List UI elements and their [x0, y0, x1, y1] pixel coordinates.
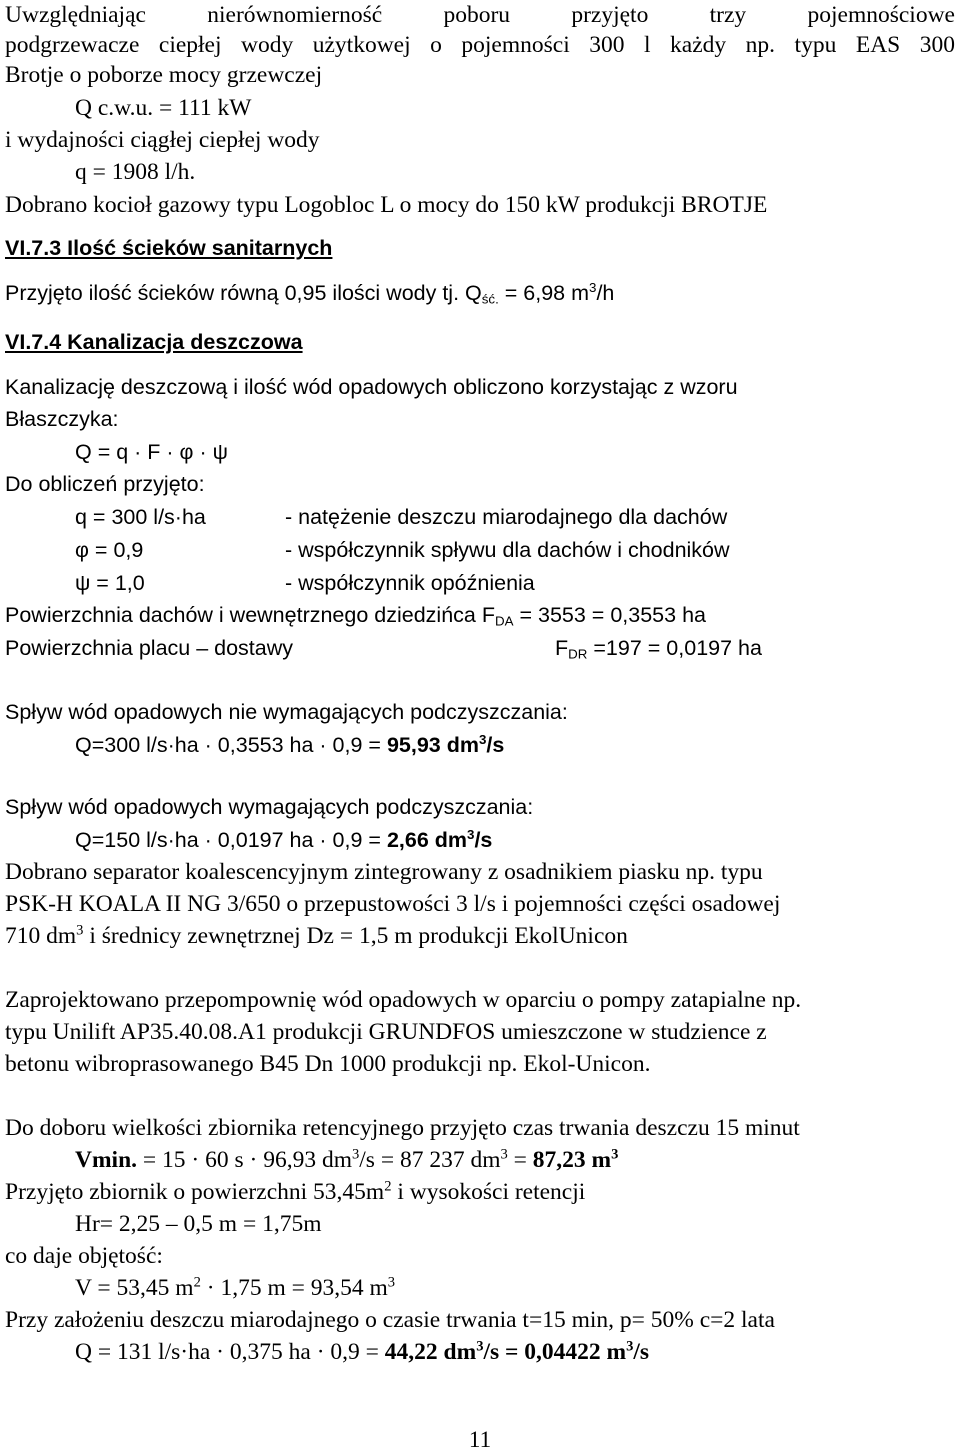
volume-label: co daje objętość: [5, 1243, 163, 1269]
page-number: 11 [468, 1427, 492, 1452]
yard-area-label: Powierzchnia placu – dostawy [5, 636, 294, 660]
volume-equation: V = 53,45 $m^2 \cdot 1,75$ m = 93,54 $m^3$ [75, 1274, 396, 1301]
separator-line-3: 710 $dm^3$ i średnicy zewnętrznej Dz = 1,5 m produkcji EkolUnicon [5, 922, 628, 949]
retention-line: Do doboru wielkości zbiornika retencyjnego przyjęto czas trwania deszczu 15 minut [5, 1115, 800, 1141]
design-rain-line: Przy założeniu deszczu miarodajnego o czasie trwania t=15 min, p= 50% c=2 lata [5, 1307, 775, 1333]
rain-intro-line-2: Błaszczyka: [5, 407, 119, 431]
param-phi-description: - współczynnik spływu dla dachów i chodników [285, 538, 730, 562]
flow-value: q = 1908 l/h. [75, 159, 196, 185]
flow-uncleaned-label: Spływ wód opadowych nie wymagających podczyszczania: [5, 700, 568, 724]
intro-line-5: i wydajności ciągłej ciepłej wody [5, 127, 320, 153]
separator-line-1: Dobrano separator koalescencyjnym zintegrowany z osadnikiem piasku np. typu [5, 859, 763, 885]
sewage-line: Przyjęto ilość ścieków równą 0,95 ilości wody tj. $Q_{ść.} = 6,98$ $m^3/h$ [5, 280, 615, 307]
param-q-description: - natężenie deszczu miarodajnego dla dachów [285, 505, 728, 529]
roof-area-line: Powierzchnia dachów i wewnętrznego dziedzińca $F_{DA} = 3553 = 0,3553$ ha [5, 603, 706, 629]
retention-height: Hr= 2,25 – 0,5 m = 1,75m [75, 1211, 322, 1237]
design-flow-equation: Q = 131 l/s·ha · 0,375 ha · 0,9 = 44,22 $dm^3/s = 0,04422$ $m^3/s$ [75, 1338, 650, 1365]
yard-area-value: $F_{DR} =197 = 0,0197$ ha [555, 636, 762, 662]
section-heading-vi-7-4: VI.7.4 Kanalizacja deszczowa [5, 330, 303, 354]
param-q-symbol: q = 300 l/s·ha [75, 505, 206, 529]
tank-line: Przyjęto zbiornik o powierzchni $53,45m^2$ i wysokości retencji [5, 1178, 586, 1205]
flow-cleaned-label: Spływ wód opadowych wymagających podczyszczania: [5, 795, 534, 819]
rain-intro-line-1: Kanalizację deszczową i ilość wód opadowych obliczono korzystając z wzoru [5, 375, 738, 399]
intro-line-2: podgrzewacze ciepłej wody użytkowej o pojemności 300 l każdy np. typu EAS 300 [5, 32, 955, 58]
section-heading-vi-7-3: VI.7.3 Ilość ścieków sanitarnych [5, 236, 333, 260]
flow-uncleaned-equation: Q=300 l/s·ha · 0,3553 ha · 0,9 = 95,93 $dm^3/s$ [75, 732, 505, 757]
separator-line-2: PSK-H KOALA II NG 3/650 o przepustowości 3 l/s i pojemności części osadowej [5, 891, 781, 917]
param-psi-symbol: ψ = 1,0 [75, 571, 145, 595]
pump-line-1: Zaprojektowano przepompownię wód opadowych w oparciu o pompy zatapialne np. [5, 987, 802, 1013]
param-phi-symbol: φ = 0,9 [75, 538, 144, 562]
power-value: Q c.w.u. = 111 kW [75, 95, 252, 121]
boiler-line: Dobrano kocioł gazowy typu Logobloc L o mocy do 150 kW produkcji BROTJE [5, 192, 768, 218]
flow-cleaned-equation: Q=150 l/s·ha · 0,0197 ha · 0,9 = 2,66 $dm^3/s$ [75, 827, 493, 852]
intro-line-1: Uwzględniając nierównomierność poboru przyjęto trzy pojemnościowe [5, 2, 955, 28]
vmin-equation: Vmin. = 15 · 60 s · 96,93 $dm^3/s = 87$ 237 $dm^3 = 87,23$ $m^3$ [75, 1146, 619, 1173]
pump-line-2: typu Unilift AP35.40.08.A1 produkcji GRUNDFOS umieszczone w studzience z [5, 1019, 767, 1045]
pump-line-3: betonu wibroprasowanego B45 Dn 1000 produkcji np. Ekol-Unicon. [5, 1051, 651, 1077]
assumptions-label: Do obliczeń przyjęto: [5, 472, 205, 496]
rain-formula: Q = q · F · φ · ψ [75, 440, 228, 464]
intro-line-3: Brotje o poborze mocy grzewczej [5, 62, 323, 88]
param-psi-description: - współczynnik opóźnienia [285, 571, 535, 595]
